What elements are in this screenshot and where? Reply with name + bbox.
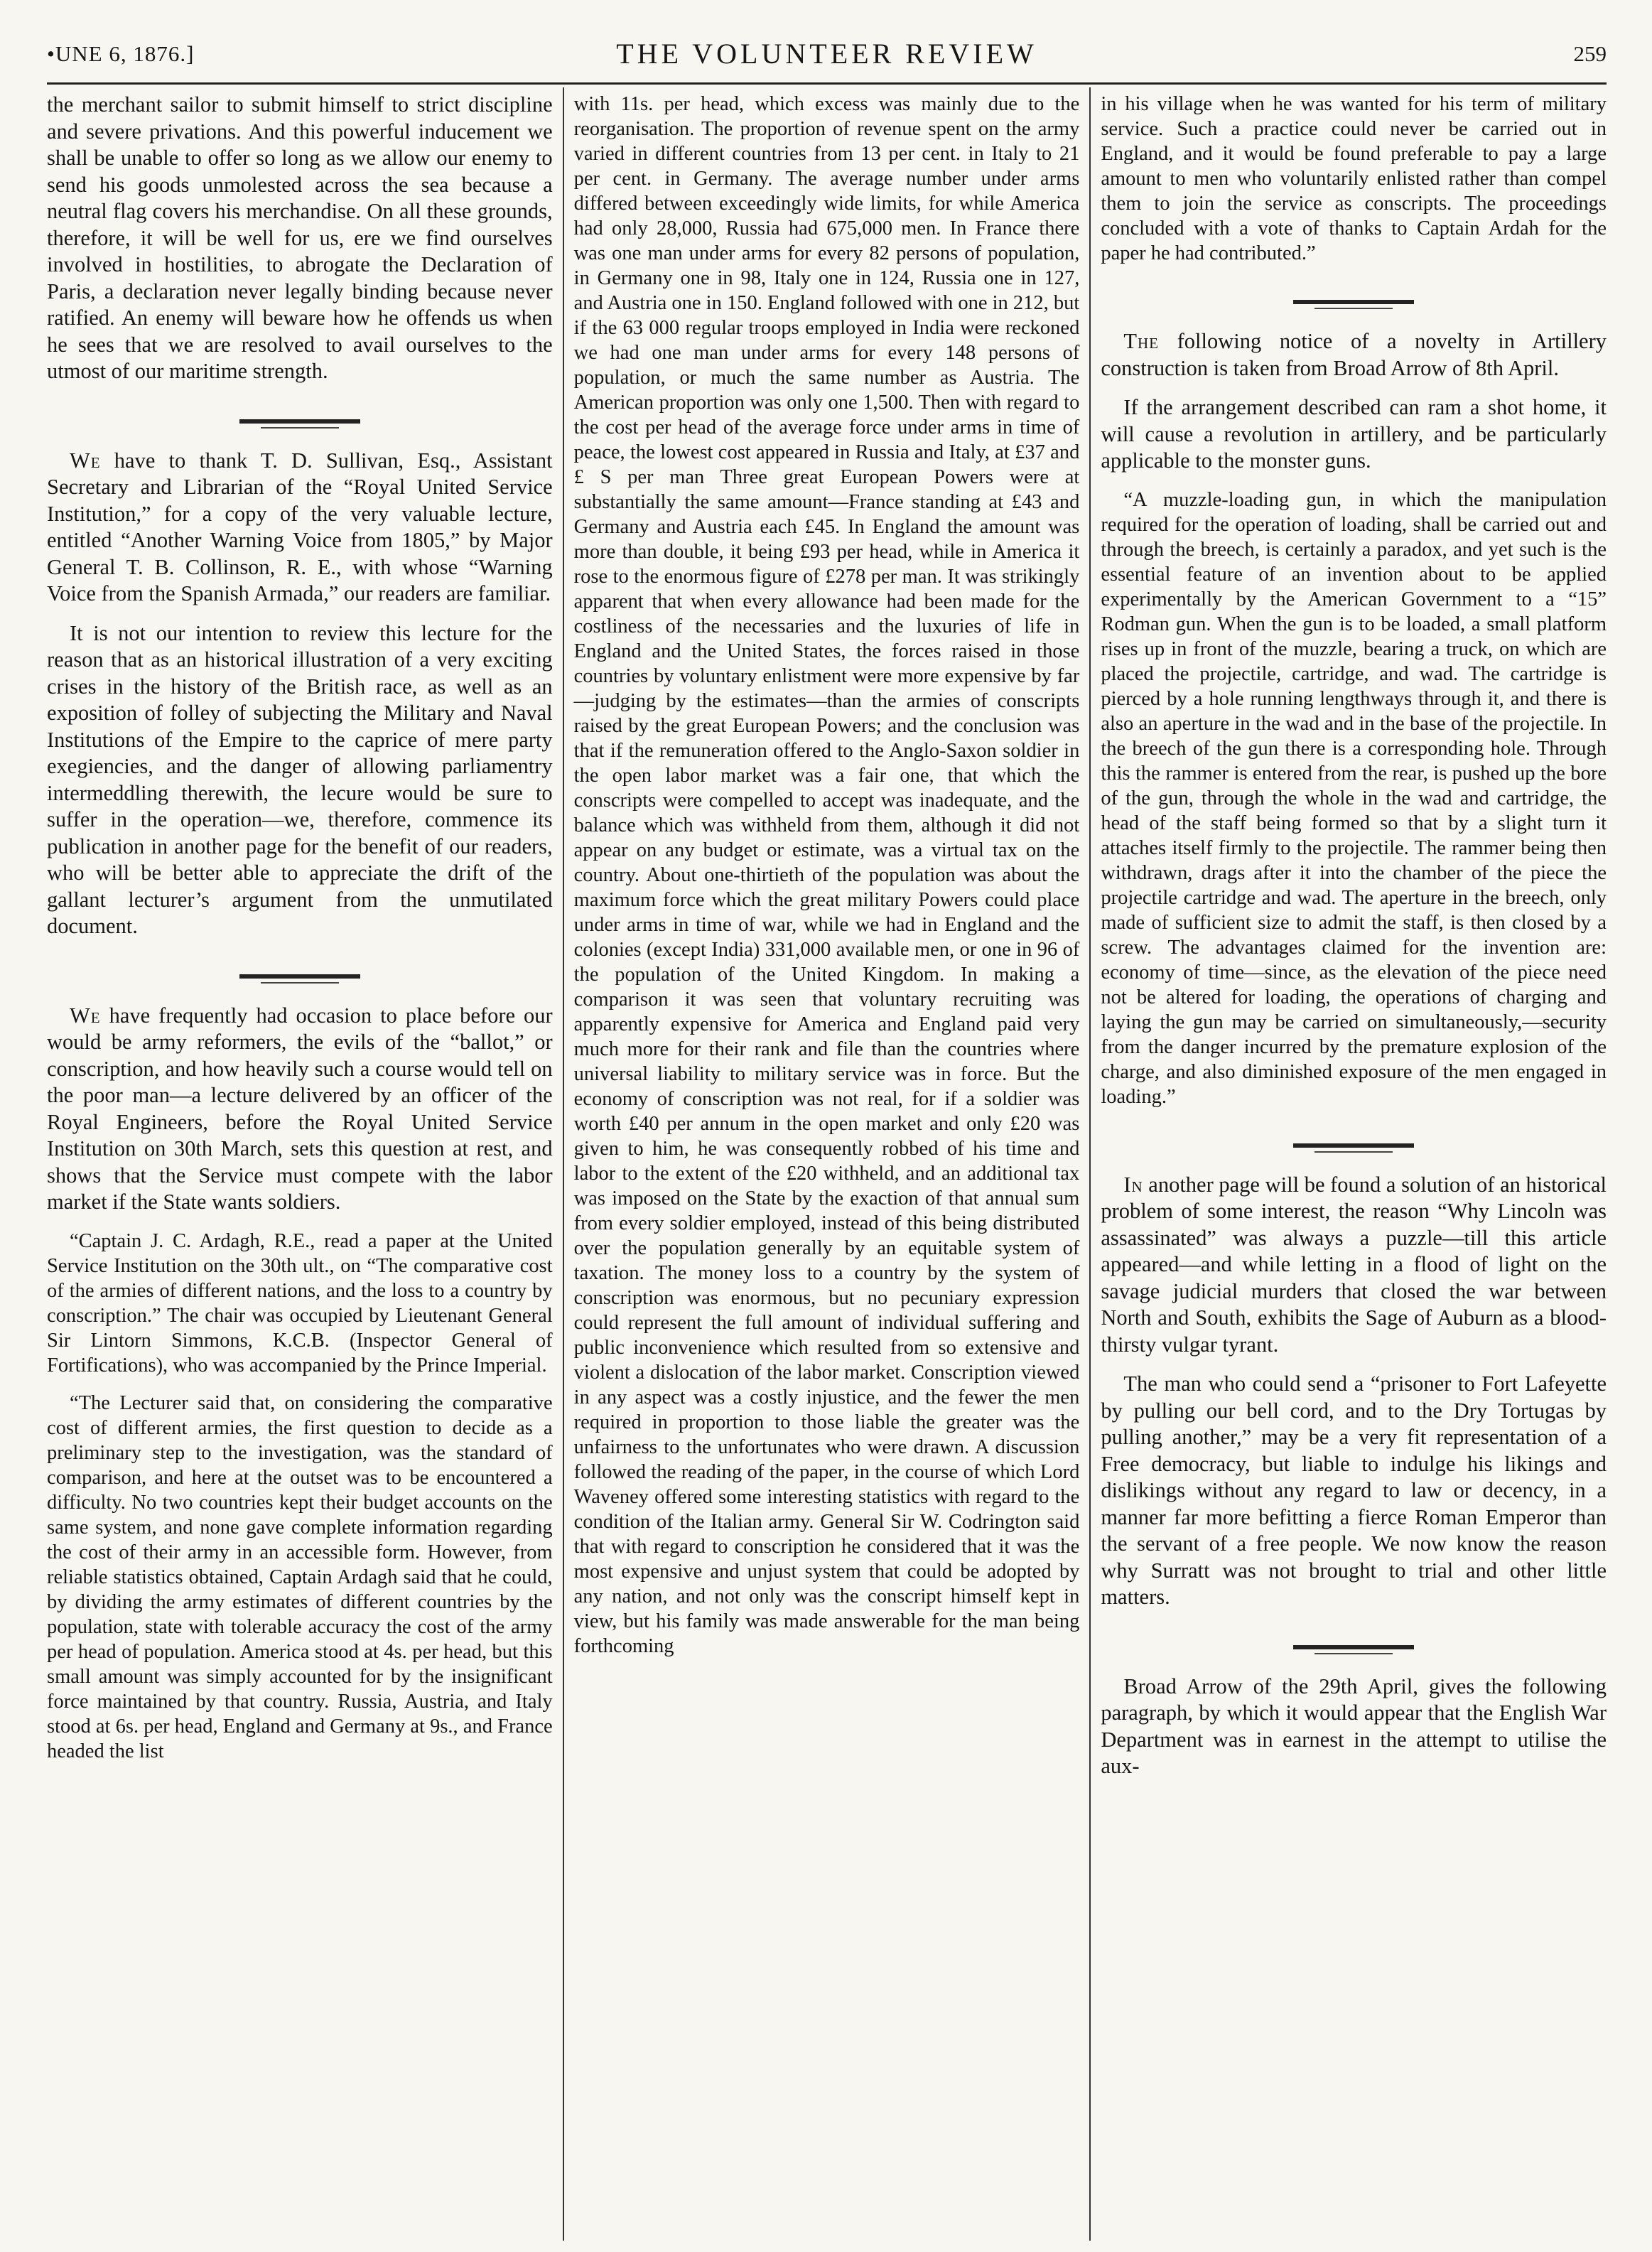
quoted-paragraph: “A muzzle-loading gun, in which the manipulation required for the operation of loading, shall be carried out and through the breech, is certainly a paradox, and yet such is the essential feature of an invention about to be applied experimentally by the American Government to a “15” Rodman gun. When the gun is to be loaded, a small platform rises up in front of the muzzle, bearing a truck, on which are placed the projectile, cartridge, and wad. The cartridge is pierced by a hole running lengthways through it, and there is also an aperture in the wad and in the base of the projectile. In the breech of the gun there is a corresponding hole. Through this the rammer is entered from the rear, is pushed up the bore of the gun, through the whole in the wad and cartridge, the head of the staff being formed so that by a slight turn it attaches itself firmly to the projectile. The rammer being then withdrawn, drags after it into the chamber of the piece the projectile cartridge and wad. The aperture in the breech, only made of sufficient size to admit the staff, is then closed by a screw. The advantages claimed for the invention are: economy of time—since, as the elevation of the piece need not be altered for loading, the operations of charging and laying the gun may be carried on simultaneously,—security from the danger incurred by the premature explosion of the charge, and also diminished exposure of the men engaged in loading.” [1101,488,1607,1108]
article-paragraph: In another page will be found a solution of an historical problem of some interest, the reason “Why Lincoln was assassinated” was always a puzzle—till this article appeared—and while letting in a flood of light on the savage judicial murders that closed the war between North and South, exhibits the Sage of Auburn as a blood-thirsty vulgar tyrant. [1101,1172,1607,1357]
quoted-paragraph: “Captain J. C. Ardagh, R.E., read a paper at the United Service Institution on the 30th ult., on “The comparative cost of the armies of different nations, and the loss to a country by conscription.” The chair was occupied by Lieutenant General Sir Lintorn Simmons, K.C.B. (Inspector General of Fortifications), who was accompanied by the Prince Imperial. [47,1229,553,1376]
column-2 [574,92,1080,1793]
column-1 [47,92,553,1793]
lead-word: The [1123,329,1159,353]
column-3 [1101,92,1607,1793]
lead-word: We [70,1003,101,1028]
article-paragraph: If the arrangement described can ram a shot home, it will cause a revolution in artillery, and be particularly applicable to the monster guns. [1101,395,1607,473]
masthead-title: THE VOLUNTEER REVIEW [616,38,1037,70]
article-paragraph: The following notice of a novelty in Artillery construction is taken from Broad Arrow of 8th April. [1101,329,1607,380]
quoted-paragraph: with 11s. per head, which excess was mainly due to the reorganisation. The proportion of revenue spent on the army varied in different countries from 13 per cent. in Italy to 21 per cent. in Germany. The average number under arms differed between exceedingly wide limits, for while America had only 28,000, Russia had 675,000 men. In France there was one man under arms for every 82 persons of population, in Germany one in 98, Italy one in 124, Russia one in 127, and Austria one in 150. England followed with one in 212, but if the 63 000 regular troops employed in India were reckoned we had one man under arms for every 148 persons of population, or much the same number as Austria. The American proportion was only one 1,500. Then with regard to the cost per head of the average force under arms in time of peace, the lowest cost appeared in Russia and Italy, at £37 and £ S per man Three great European Powers were at substantially the same amount—France standing at £43 and Germany and Austria each £45. In England the amount was more than double, it being £93 per head, while in America it rose to the enormous figure of £278 per man. It was strikingly apparent that when every allowance had been made for the costliness of the necessaries and the luxuries of life in England and the United States, the forces raised in those countries by voluntary enlistment were more expensive by far—judging by the estimates—than the armies of conscripts raised by the great European Powers; and the conclusion was that if the remuneration offered to the Anglo-Saxon soldier in the open labor market was a fair one, that which the conscripts were compelled to accept was inadequate, and the balance which was withheld from them, although it did not appear on any budget or estimate, was a virtual tax on the country. About one-thirtieth of the population was about the maximum force which the great military Powers could place under arms in time of war, while we had in England and the colonies (except India) 331,000 available men, or one in 96 of the population of the United Kingdom. In making a comparison it was seen that voluntary recruiting was apparently expensive for America and England paid very much more for their rank and file than the countries where universal liability to military service was in force. But the economy of conscription was not real, for if a soldier was worth £40 per annum in the open market and only £20 was given to him, he was consequently robbed of his time and labor to the extent of the £20 withheld, and an additional tax was imposed on the State by the exaction of that annual sum from every soldier employed, instead of this being distributed over the population generally by an equitable system of taxation. The money loss to a country by the system of conscription was enormous, but no pecuniary expression could represent the full amount of individual suffering and public inconvenience which resulted from so extensive and violent a dislocation of the labor market. Conscription viewed in any aspect was a costly injustice, and the fewer the men required in proportion to those liable the greater was the unfairness to the unfortunates who were drawn. A discussion followed the reading of the paper, in the course of which Lord Waveney offered some interesting statistics with regard to the condition of the Italian army. General Sir W. Codrington said that with regard to conscription he considered that it was the most expensive and unjust system that could be adopted by any nation, and not only was the conscript himself kept in view, but his family was made answerable for the man being forthcoming [573,93,1080,1657]
article-paragraph: It is not our intention to review this lecture for the reason that as an historical illustration of a very exciting crises in the history of the British race, as well as an exposition of folley of subjecting the Military and Naval Institutions of the Empire to the caprice of mere party exegiencies, and the danger of allowing parliamentry intermeddling therewith, the lecure would be sure to suffer in the operation—we, therefore, commence its publication in another page for the benefit of our readers, who will be better able to appreciate the drift of the gallant lecturer’s argument from the unmutilated document. [47,620,553,938]
header-rule [47,82,1607,85]
page-number: 259 [1573,41,1607,66]
page-header [47,37,1607,80]
lead-word: In [1123,1172,1143,1197]
lead-word: We [70,448,101,473]
section-separator [1101,1122,1607,1172]
section-separator [1101,279,1607,328]
section-separator [47,398,553,448]
article-paragraph: the merchant sailor to submit himself to strict discipline and severe privations. And this powerful inducement we shall be unable to offer so long as we allow our enemy to send his goods unmolested across the sea because a neutral flag covers his merchandise. On all these grounds, therefore, it will be well for us, ere we find ourselves involved in hostilities, to abrogate the Declaration of Paris, a declaration never legally binding because never ratified. An enemy will beware how he offends us when he sees that we are resolved to avail ourselves to the utmost of our maritime strength. [47,92,553,383]
article-paragraph: We have to thank T. D. Sullivan, Esq., Assistant Secretary and Librarian of the “Royal United Service Institution,” for a copy of the very valuable lecture, entitled “Another Warning Voice from 1805,” by Major General T. B. Collinson, R. E., with whose “Warning Voice from the Spanish Armada,” our readers are familiar. [47,448,553,605]
text-columns [47,92,1607,1793]
article-paragraph: We have frequently had occasion to place before our would be army reformers, the evils of the “ballot,” or conscription, and how heavily such a course would tell on the poor man—a lecture delivered by an officer of the Royal Engineers, before the Royal United Service Institution on 30th March, sets this question at rest, and shows that the Service must compete with the labor market if the State wants soldiers. [47,1003,553,1214]
article-paragraph: The man who could send a “prisoner to Fort Lafeyette by pulling our bell cord, and to the Dry Tortugas by pulling another,” may be a very fit representation of a Free democracy, but liable to indulge his likings and dislikings without any regard to law or decency, in a manner far more befitting a fierce Roman Emperor than the servant of a free people. We now know the reason why Surratt was not brought to trial and other little matters. [1101,1372,1607,1609]
article-paragraph: Broad Arrow of the 29th April, gives the following paragraph, by which it would appear that the English War Department was in earnest in the attempt to utilise the aux- [1101,1674,1607,1778]
section-separator [1101,1624,1607,1674]
quoted-paragraph: “The Lecturer said that, on considering the comparative cost of different armies, the first question to decide as a preliminary step to the investigation, was the standard of comparison, and here at the outset was to be encountered a difficulty. No two countries kept their budget accounts on the same system, and none gave complete information regarding the cost of their army in an accessible form. However, from reliable statistics obtained, Captain Ardagh said that he could, by dividing the army estimates of different countries by the population, state with tolerable accuracy the cost of the army per head of population. America stood at 4s. per head, but this small amount was simply accounted for by the insignificant force maintained by that country. Russia, Austria, and Italy stood at 6s. per head, England and Germany at 9s., and France headed the list [47,1391,553,1762]
issue-date: •UNE 6, 1876.] [47,41,195,66]
quoted-paragraph: in his village when he was wanted for his term of military service. Such a practice could never be carried out in England, and it would be found preferable to pay a large amount to men who voluntarily enlisted rather than compel them to join the service as conscripts. The proceedings concluded with a vote of thanks to Captain Ardah for the paper he had contributed.” [1101,93,1607,264]
section-separator [47,953,553,1003]
